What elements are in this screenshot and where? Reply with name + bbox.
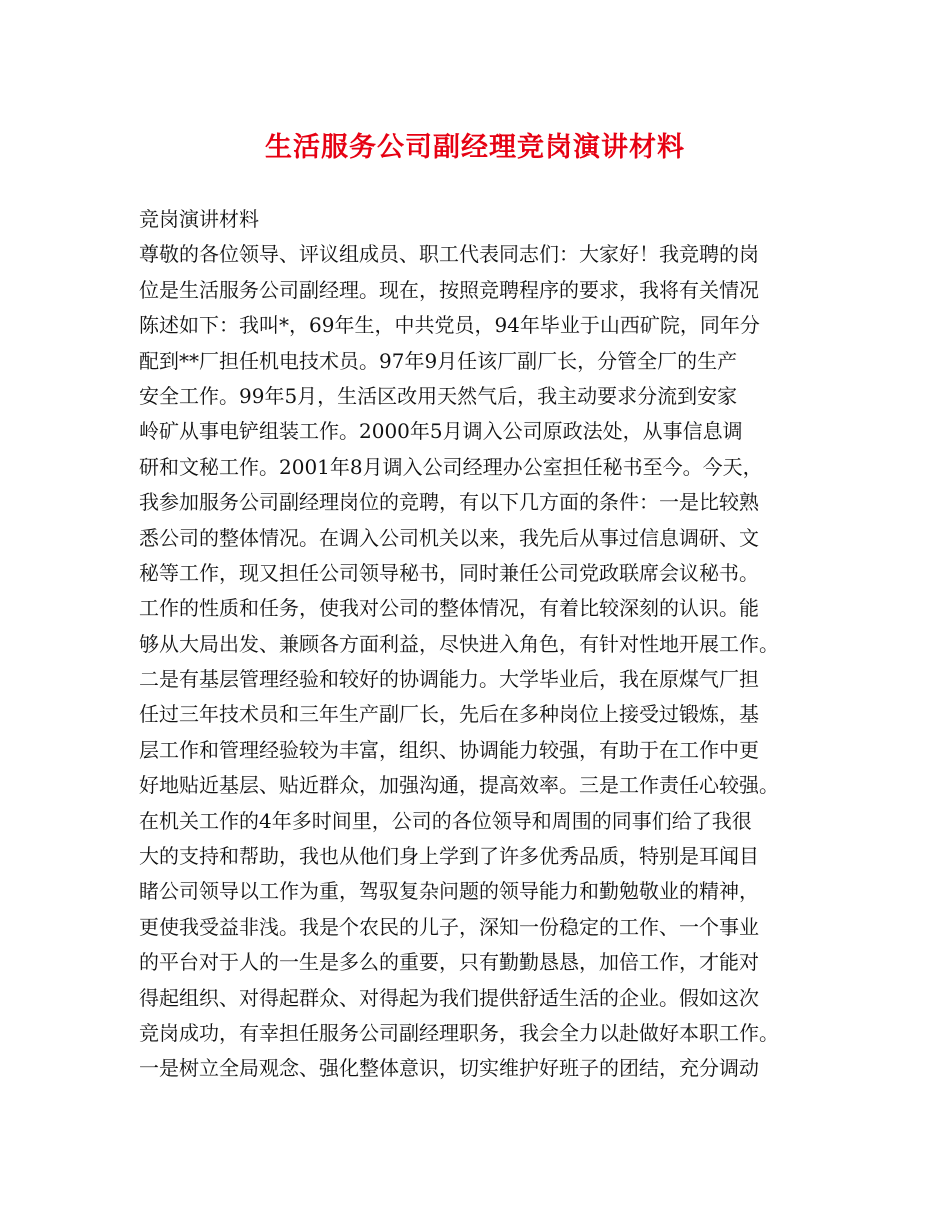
- text-line: 好地贴近基层、贴近群众，加强沟通，提高效率。三是工作责任心较强。: [139, 773, 779, 798]
- text-line: 岭矿从事电铲组装工作。2000年5月调入公司原政法处，从事信息调: [139, 419, 743, 444]
- text-line: 秘等工作，现又担任公司领导秘书，同时兼任公司党政联席会议秘书。: [139, 560, 759, 585]
- text-line: 安全工作。99年5月，生活区改用天然气后，我主动要求分流到安家: [139, 383, 738, 408]
- text-line: 悉公司的整体情况。在调入公司机关以来，我先后从事过信息调研、文: [139, 525, 759, 550]
- text-line: 配到**厂担任机电技术员。97年9月任该厂副厂长，分管全厂的生产: [139, 348, 738, 373]
- text-line: 够从大局出发、兼顾各方面利益，尽快进入角色，有针对性地开展工作。: [139, 631, 779, 656]
- text-line: 位是生活服务公司副经理。现在，按照竞聘程序的要求，我将有关情况: [139, 277, 759, 302]
- text-line: 尊敬的各位领导、评议组成员、职工代表同志们：大家好！我竞聘的岗: [139, 242, 759, 267]
- document-body: [139, 202, 829, 1087]
- text-line: 睹公司领导以工作为重，驾驭复杂问题的领导能力和勤勉敬业的精神，: [139, 879, 759, 904]
- text-line: 更使我受益非浅。我是个农民的儿子，深知一份稳定的工作、一个事业: [139, 914, 759, 939]
- text-line: 在机关工作的4年多时间里，公司的各位领导和周围的同事们给了我很: [139, 808, 752, 833]
- document-title: 生活服务公司副经理竞岗演讲材料: [265, 132, 685, 163]
- text-line: 研和文秘工作。2001年8月调入公司经理办公室担任秘书至今。今天，: [139, 454, 763, 479]
- text-line: 的平台对于人的一生是多么的重要，只有勤勤恳恳，加倍工作，才能对: [139, 950, 759, 975]
- text-line: 一是树立全局观念、强化整体意识，切实维护好班子的团结，充分调动: [139, 1056, 759, 1081]
- text-line: 陈述如下：我叫*，69年生，中共党员，94年毕业于山西矿院，同年分: [139, 313, 760, 338]
- text-line: 得起组织、对得起群众、对得起为我们提供舒适生活的企业。假如这次: [139, 985, 759, 1010]
- text-line: 竞岗成功，有幸担任服务公司副经理职务，我会全力以赴做好本职工作。: [139, 1020, 779, 1045]
- text-line: 二是有基层管理经验和较好的协调能力。大学毕业后，我在原煤气厂担: [139, 667, 759, 692]
- text-line: 工作的性质和任务，使我对公司的整体情况，有着比较深刻的认识。能: [139, 596, 759, 621]
- text-line: 层工作和管理经验较为丰富，组织、协调能力较强，有助于在工作中更: [139, 737, 759, 762]
- text-line: 任过三年技术员和三年生产副厂长，先后在多种岗位上接受过锻炼，基: [139, 702, 759, 727]
- text-line: 我参加服务公司副经理岗位的竞聘，有以下几方面的条件：一是比较熟: [139, 490, 759, 515]
- text-line: 竞岗演讲材料: [139, 207, 259, 231]
- text-line: 大的支持和帮助，我也从他们身上学到了许多优秀品质，特别是耳闻目: [139, 844, 759, 869]
